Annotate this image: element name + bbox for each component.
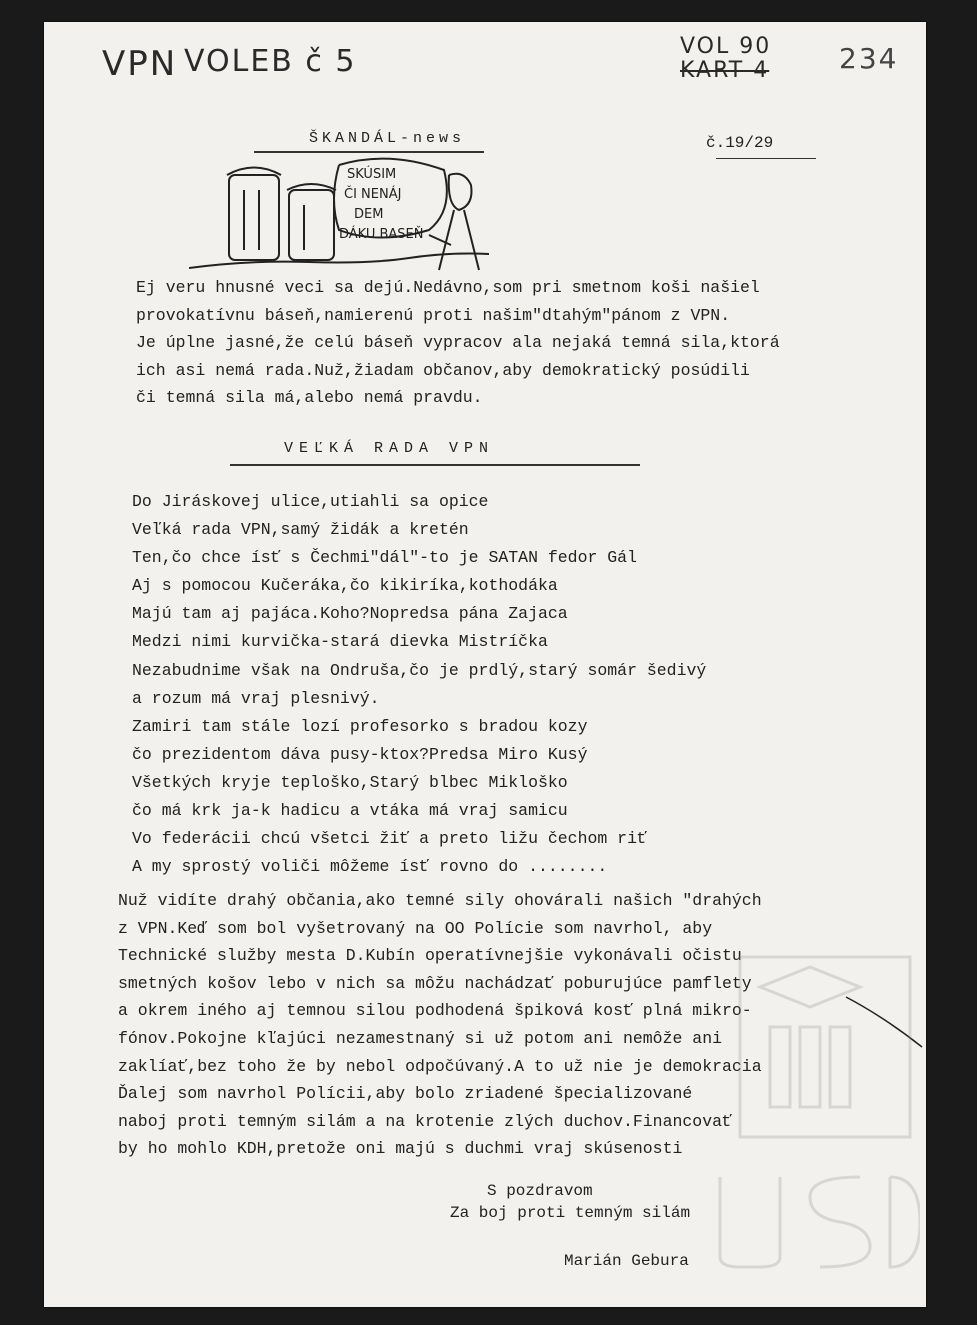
handwritten-note-kart: KART 4 xyxy=(680,58,770,83)
closing-line: Za boj proti temným silám xyxy=(450,1204,691,1222)
intro-paragraph: Ej veru hnusné veci sa dejú.Nedávno,som pri smetnom koši našiel provokatívnu báseň,namierenú proti našim"dtahým"pánom z VPN. Je úplne jasné,že celú báseň vypracov ala nejaká temná sila,ktorá ich asi nemá rada.Nuž,žiadam občanov,aby demokratický posúdili či temná sila má,alebo nemá pravdu. xyxy=(136,278,780,407)
signature-name: Marián Gebura xyxy=(564,1252,689,1270)
section-title-underline xyxy=(230,464,640,466)
handwritten-note-vol: VOL 90 xyxy=(680,34,772,59)
handwritten-note-voleb: VOLEB č 5 xyxy=(184,44,357,79)
poem-text: Do Jiráskovej ulice,utiahli sa opice Veľká rada VPN,samý židák a kretén Ten,čo chce ísť s Čechmi"dál"-to je SATAN fedor Gál Aj s pomocou Kučeráka,čo kikiríka,kothodáka Majú tam aj pajáca.Koho?Nopredsa pána Zajaca Medzi nimi kurvička-stará dievka Mistríčka Nezabudnime však na Ondruša,čo je prdlý,starý somár šedivý a rozum má vraj plesnivý. Zamiri tam stále lozí profesorko s bradou kozy čo prezidentom dáva pusy-ktox?Predsa Miro Kusý Všetkých kryje teploško,Starý blbec Mikloško čo má krk ja-k hadicu a vtáka má vraj samicu Vo federácii chcú všetci žiť a preto ližu čechom riť A my sprostý voliči môžeme ísť rovno do ........ xyxy=(132,492,707,877)
cartoon-speech-1: SKÚSIM xyxy=(347,167,397,182)
cartoon-illustration xyxy=(189,150,489,280)
closing-greeting: S pozdravom xyxy=(487,1182,593,1200)
issue-underline xyxy=(716,158,816,159)
cartoon-speech-4: DÁKU BASEŇ xyxy=(339,227,424,242)
page-number: 234 xyxy=(839,42,899,75)
issue-number: č.19/29 xyxy=(706,134,774,152)
document-page xyxy=(44,22,926,1307)
archive-watermark xyxy=(700,947,920,1277)
cartoon-speech-2: ČI NENÁJ xyxy=(344,187,402,202)
prose-text: Nuž vidíte drahý občania,ako temné sily ohovárali našich "drahých z VPN.Keď som bol vyšetrovaný na OO Polície som navrhol, aby Technické služby mesta D.Kubín operatívnejšie vykonávali očistu smetných košov lebo v nich sa môžu nachádzať poburujúce pamflety a okrem iného aj temnou silou podhodená špiková kosť plná mikro- fónov.Pokojne kľajúci nezamestnaný si už potom ani nemôže ani zaklíať,bez toho že by nebol odpočúvaný.A to už nie je demokracia Ďalej som navrhol Polícii,aby bolo zriadené špecializované naboj proti temným silám a na krotenie zlých duchov.Financovať by ho mohlo KDH,pretože oni majú s duchmi vraj skúsenosti xyxy=(118,891,762,1159)
handwritten-note-vpn: VPN xyxy=(102,44,178,84)
cartoon-speech-3: DEM xyxy=(354,207,384,222)
newsletter-title: ŠKANDÁL-news xyxy=(309,130,466,147)
section-title: VEĽKÁ RADA VPN xyxy=(284,440,495,457)
